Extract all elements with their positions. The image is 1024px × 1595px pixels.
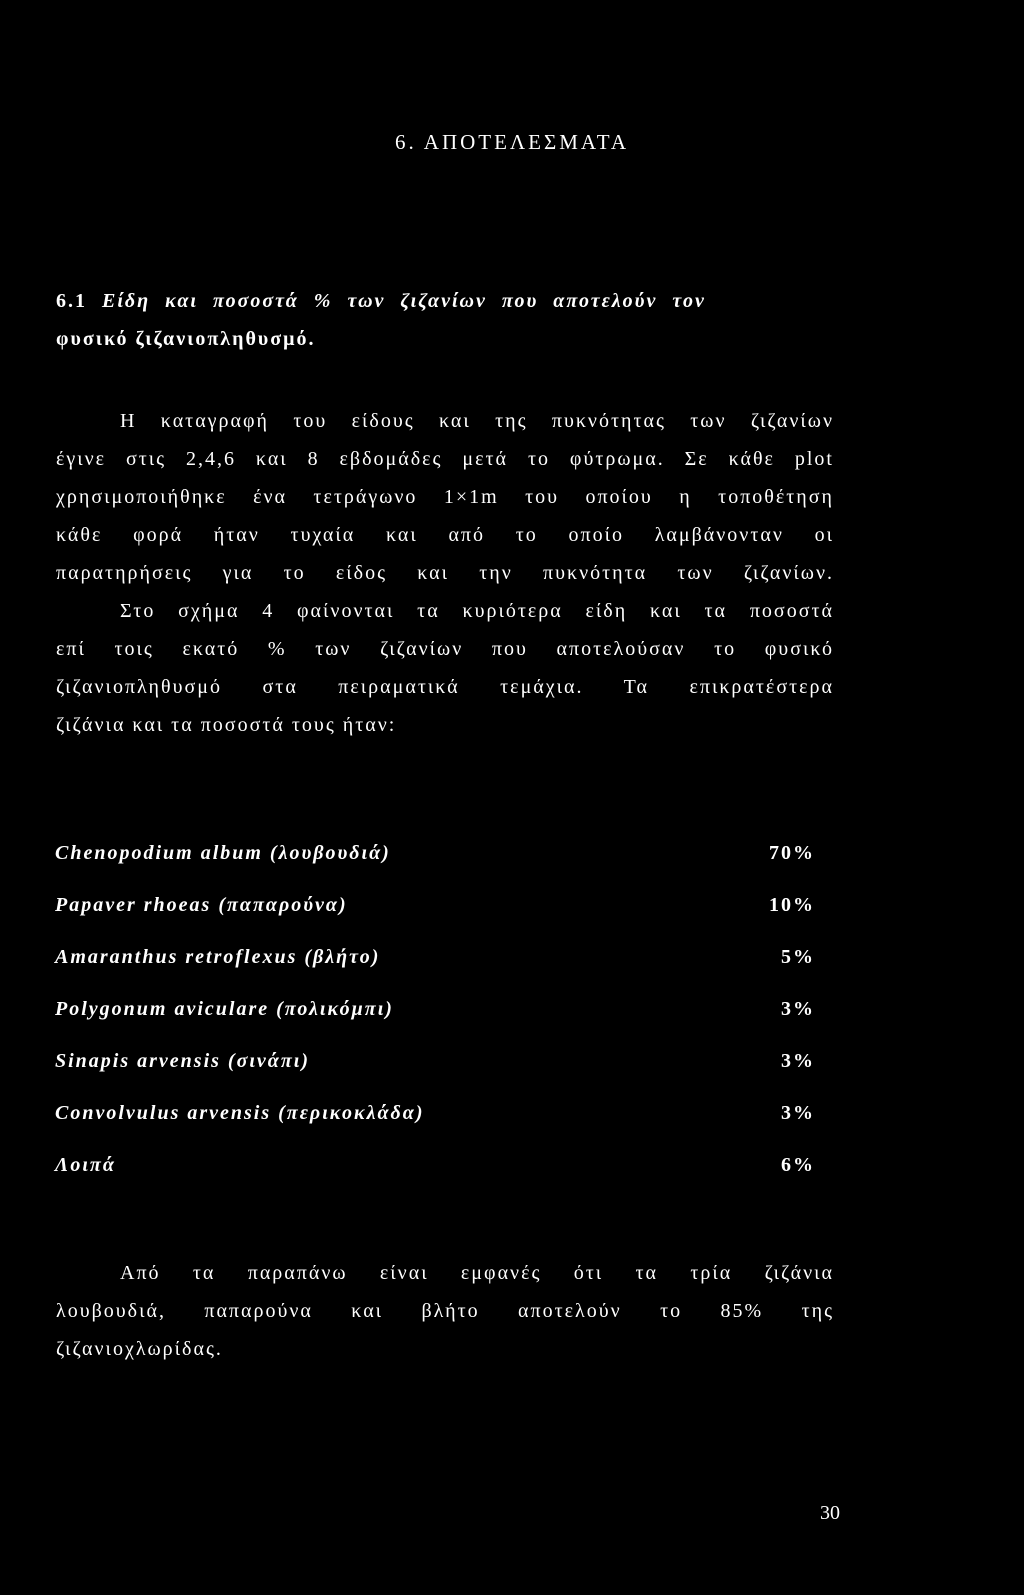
species-list: [55, 842, 815, 1182]
section-heading-text-1: Είδη και ποσοστά % των ζιζανίων που αποτελούν τον: [102, 290, 706, 312]
species-percent: 70%: [769, 842, 815, 864]
species-name: Chenopodium album (λουβουδιά): [55, 842, 391, 864]
section-number: 6.1: [56, 290, 87, 312]
paragraph-line: παρατηρήσεις για το είδος και την πυκνότητα των ζιζανίων.: [56, 562, 834, 584]
list-item: [55, 946, 815, 976]
species-percent: 3%: [781, 1050, 815, 1072]
species-name: Papaver rhoeas (παπαρούνα): [55, 894, 348, 916]
species-name: Convolvulus arvensis (περικοκλάδα): [55, 1102, 425, 1124]
paragraph-line: ζιζανιοχλωρίδας.: [56, 1338, 223, 1360]
list-item: [55, 894, 815, 924]
section-heading-text-2: φυσικό ζιζανιοπληθυσμό.: [56, 328, 316, 350]
list-item: [55, 1102, 815, 1132]
list-item: [55, 998, 815, 1028]
paragraph-line: χρησιμοποιήθηκε ένα τετράγωνο 1×1m του οποίου η τοποθέτηση: [56, 486, 834, 508]
paragraph-line: έγινε στις 2,4,6 και 8 εβδομάδες μετά το φύτρωμα. Σε κάθε plot: [56, 448, 834, 470]
species-percent: 6%: [781, 1154, 815, 1176]
species-name: Amaranthus retroflexus (βλήτο): [55, 946, 381, 968]
species-percent: 5%: [781, 946, 815, 968]
paragraph-line: λουβουδιά, παπαρούνα και βλήτο αποτελούν το 85% της: [56, 1300, 834, 1322]
species-percent: 10%: [769, 894, 815, 916]
paragraph-line: επί τοις εκατό % των ζιζανίων που αποτελούσαν το φυσικό: [56, 638, 834, 660]
list-item: [55, 842, 815, 872]
paragraph-line: Η καταγραφή του είδους και της πυκνότητας των ζιζανίων: [120, 410, 834, 432]
paragraph-line: ζιζανιοπληθυσμό στα πειραματικά τεμάχια. Τα επικρατέστερα: [56, 676, 834, 698]
list-item: [55, 1050, 815, 1080]
paragraph-conclusion: [56, 1262, 834, 1382]
paragraph-line: ζιζάνια και τα ποσοστά τους ήταν:: [56, 714, 397, 736]
section-heading-line-1: [56, 290, 834, 313]
paragraph-line: κάθε φορά ήταν τυχαία και από το οποίο λαμβάνονταν οι: [56, 524, 834, 546]
species-percent: 3%: [781, 1102, 815, 1124]
paragraph-figure-intro: [56, 600, 834, 760]
section-heading-line-2: [56, 328, 316, 351]
paragraph-line: Στο σχήμα 4 φαίνονται τα κυριότερα είδη και τα ποσοστά: [120, 600, 834, 622]
list-item: [55, 1154, 815, 1184]
section-heading: [56, 290, 834, 360]
page-title: 6. ΑΠΟΤΕΛΕΣΜΑΤΑ: [394, 130, 630, 154]
paragraph-methods: [56, 410, 834, 600]
species-name: Sinapis arvensis (σινάπι): [55, 1050, 310, 1072]
species-name: Polygonum aviculare (πολικόμπι): [55, 998, 394, 1020]
species-name: Λοιπά: [55, 1154, 116, 1176]
paragraph-line: Από τα παραπάνω είναι εμφανές ότι τα τρία ζιζάνια: [120, 1262, 834, 1284]
page-number: 30: [820, 1502, 840, 1524]
species-percent: 3%: [781, 998, 815, 1020]
